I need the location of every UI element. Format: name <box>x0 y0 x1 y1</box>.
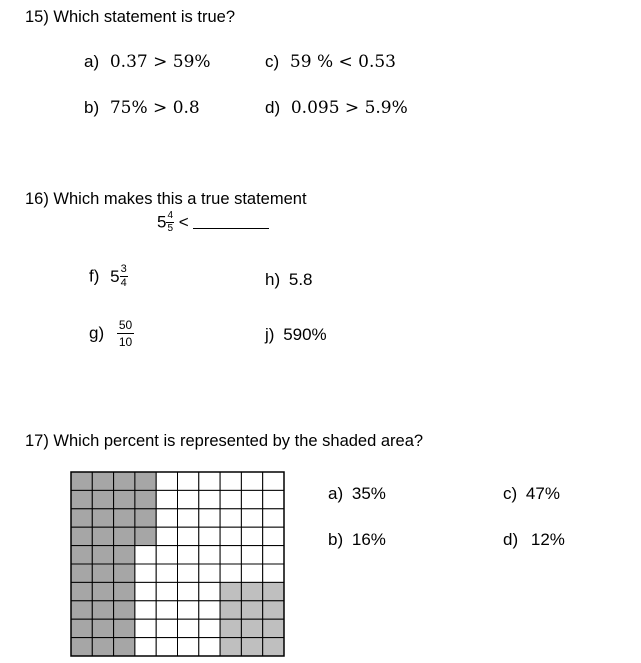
grid-cell <box>92 509 113 527</box>
option-fraction <box>120 264 128 289</box>
grid-cell <box>199 527 220 545</box>
q16-option-f <box>89 264 128 289</box>
grid-cell <box>263 490 284 508</box>
grid-cell <box>135 638 156 656</box>
option-label: f) <box>89 266 100 286</box>
grid-cell <box>92 472 113 490</box>
q17-option-b <box>328 530 386 550</box>
grid-cell <box>220 638 241 656</box>
grid-cell <box>71 490 92 508</box>
grid-cell <box>135 509 156 527</box>
shaded-percent-grid <box>70 471 285 657</box>
grid-cell <box>156 490 177 508</box>
grid-cell <box>71 638 92 656</box>
grid-cell <box>114 638 135 656</box>
grid-cell <box>92 582 113 600</box>
grid-cell <box>135 472 156 490</box>
grid-cell <box>156 546 177 564</box>
option-value: 5.8 <box>288 270 313 289</box>
grid-cell <box>241 546 262 564</box>
grid-cell <box>220 619 241 637</box>
numerator: 4 <box>167 210 174 221</box>
question-15-title: 15) Which statement is true? <box>25 8 236 26</box>
option-label: b) <box>84 98 100 117</box>
option-label: h) <box>265 270 281 289</box>
option-value: 0.095 > 5.9% <box>290 98 408 118</box>
option-value: 0.37 > 59% <box>109 52 211 72</box>
grid-cell <box>135 490 156 508</box>
grid-cell <box>156 509 177 527</box>
grid-cell <box>241 472 262 490</box>
grid-cell <box>135 582 156 600</box>
grid-cell <box>241 619 262 637</box>
grid-cell <box>114 546 135 564</box>
grid-cell <box>263 638 284 656</box>
grid-cell <box>263 582 284 600</box>
grid-cell <box>135 564 156 582</box>
q16-stem <box>157 211 269 234</box>
grid-cell <box>220 601 241 619</box>
grid-cell <box>241 582 262 600</box>
grid-cell <box>178 546 199 564</box>
option-label: d) <box>503 530 519 549</box>
grid-cell <box>241 509 262 527</box>
option-label: j) <box>265 325 275 344</box>
grid-cell <box>241 638 262 656</box>
grid-cell <box>114 490 135 508</box>
option-label: c) <box>503 484 518 503</box>
grid-cell <box>178 582 199 600</box>
grid-cell <box>220 472 241 490</box>
grid-cell <box>114 509 135 527</box>
grid-cell <box>220 527 241 545</box>
grid-cell <box>263 601 284 619</box>
grid-cell <box>199 564 220 582</box>
option-value: 590% <box>283 325 327 344</box>
grid-cell <box>92 638 113 656</box>
numerator: 50 <box>118 318 133 332</box>
grid-cell <box>71 527 92 545</box>
option-label: a) <box>84 52 100 71</box>
grid-cell <box>199 619 220 637</box>
option-value: 59 % < 0.53 <box>289 52 396 72</box>
stem-whole: 5 <box>157 212 167 232</box>
grid-cell <box>135 527 156 545</box>
grid-cell <box>135 546 156 564</box>
grid-cell <box>178 564 199 582</box>
grid-cell <box>92 490 113 508</box>
grid-cell <box>156 619 177 637</box>
numerator: 3 <box>120 263 127 275</box>
grid-cell <box>114 527 135 545</box>
grid-cell <box>71 509 92 527</box>
grid-cell <box>114 564 135 582</box>
q15-option-a <box>84 52 211 72</box>
grid-cell <box>71 582 92 600</box>
grid-cell <box>156 601 177 619</box>
answer-blank <box>193 228 269 229</box>
grid-cell <box>199 472 220 490</box>
grid-cell <box>71 472 92 490</box>
grid-cell <box>114 601 135 619</box>
grid-cell <box>263 527 284 545</box>
grid-cell <box>92 546 113 564</box>
grid-cell <box>178 490 199 508</box>
grid-cell <box>199 638 220 656</box>
grid-cell <box>199 582 220 600</box>
mixed-whole: 5 <box>110 266 120 286</box>
option-label: c) <box>265 52 280 71</box>
grid-cell <box>220 564 241 582</box>
denominator: 5 <box>167 223 174 234</box>
grid-cell <box>199 546 220 564</box>
grid-cell <box>114 582 135 600</box>
option-value: 75% > 0.8 <box>109 98 200 118</box>
grid-cell <box>263 619 284 637</box>
grid-cell <box>199 509 220 527</box>
option-label: a) <box>328 484 344 503</box>
grid-cell <box>241 527 262 545</box>
option-label: d) <box>265 98 281 117</box>
option-value: 35% <box>351 484 386 503</box>
grid-cell <box>263 564 284 582</box>
grid-cell <box>241 564 262 582</box>
grid-cell <box>156 472 177 490</box>
grid-cell <box>263 509 284 527</box>
grid-cell <box>241 601 262 619</box>
option-fraction <box>117 319 134 348</box>
question-16-title: 16) Which makes this a true statement <box>25 190 307 208</box>
option-label: g) <box>89 323 105 343</box>
grid-cell <box>241 490 262 508</box>
grid-cell <box>71 619 92 637</box>
grid-cell <box>199 490 220 508</box>
grid-cell <box>156 582 177 600</box>
grid-cell <box>92 527 113 545</box>
grid-cell <box>263 546 284 564</box>
grid-cell <box>71 546 92 564</box>
grid-cell <box>220 546 241 564</box>
question-17-title: 17) Which percent is represented by the shaded area? <box>25 432 424 450</box>
grid-cell <box>156 527 177 545</box>
grid-cell <box>178 509 199 527</box>
option-value: 16% <box>351 530 386 549</box>
q17-option-c <box>503 484 560 504</box>
grid-cell <box>178 619 199 637</box>
option-label: b) <box>328 530 344 549</box>
q16-option-j <box>265 325 327 345</box>
grid-cell <box>135 619 156 637</box>
q17-option-a <box>328 484 386 504</box>
grid-cell <box>178 601 199 619</box>
grid-cell <box>263 472 284 490</box>
q15-option-c <box>265 52 396 72</box>
q15-option-b <box>84 98 200 118</box>
grid-cell <box>156 638 177 656</box>
grid-cell <box>199 601 220 619</box>
grid-cell <box>220 582 241 600</box>
stem-fraction <box>166 211 174 234</box>
option-value: 12% <box>530 530 565 549</box>
grid-cell <box>220 490 241 508</box>
grid-cell <box>220 509 241 527</box>
q16-option-h <box>265 270 313 290</box>
grid-cell <box>92 564 113 582</box>
grid-cell <box>71 564 92 582</box>
grid-cell <box>92 601 113 619</box>
grid-cell <box>178 472 199 490</box>
grid-cell <box>178 527 199 545</box>
denominator: 10 <box>118 335 133 349</box>
q16-option-g <box>89 319 134 348</box>
grid-cell <box>178 638 199 656</box>
denominator: 4 <box>120 277 127 289</box>
stem-operator: < <box>178 212 189 232</box>
grid-cell <box>135 601 156 619</box>
grid-cell <box>92 619 113 637</box>
q17-option-d <box>503 530 565 550</box>
grid-cell <box>114 619 135 637</box>
grid-cell <box>71 601 92 619</box>
grid-cell <box>156 564 177 582</box>
grid-cell <box>114 472 135 490</box>
option-value: 47% <box>525 484 560 503</box>
q15-option-d <box>265 98 408 118</box>
